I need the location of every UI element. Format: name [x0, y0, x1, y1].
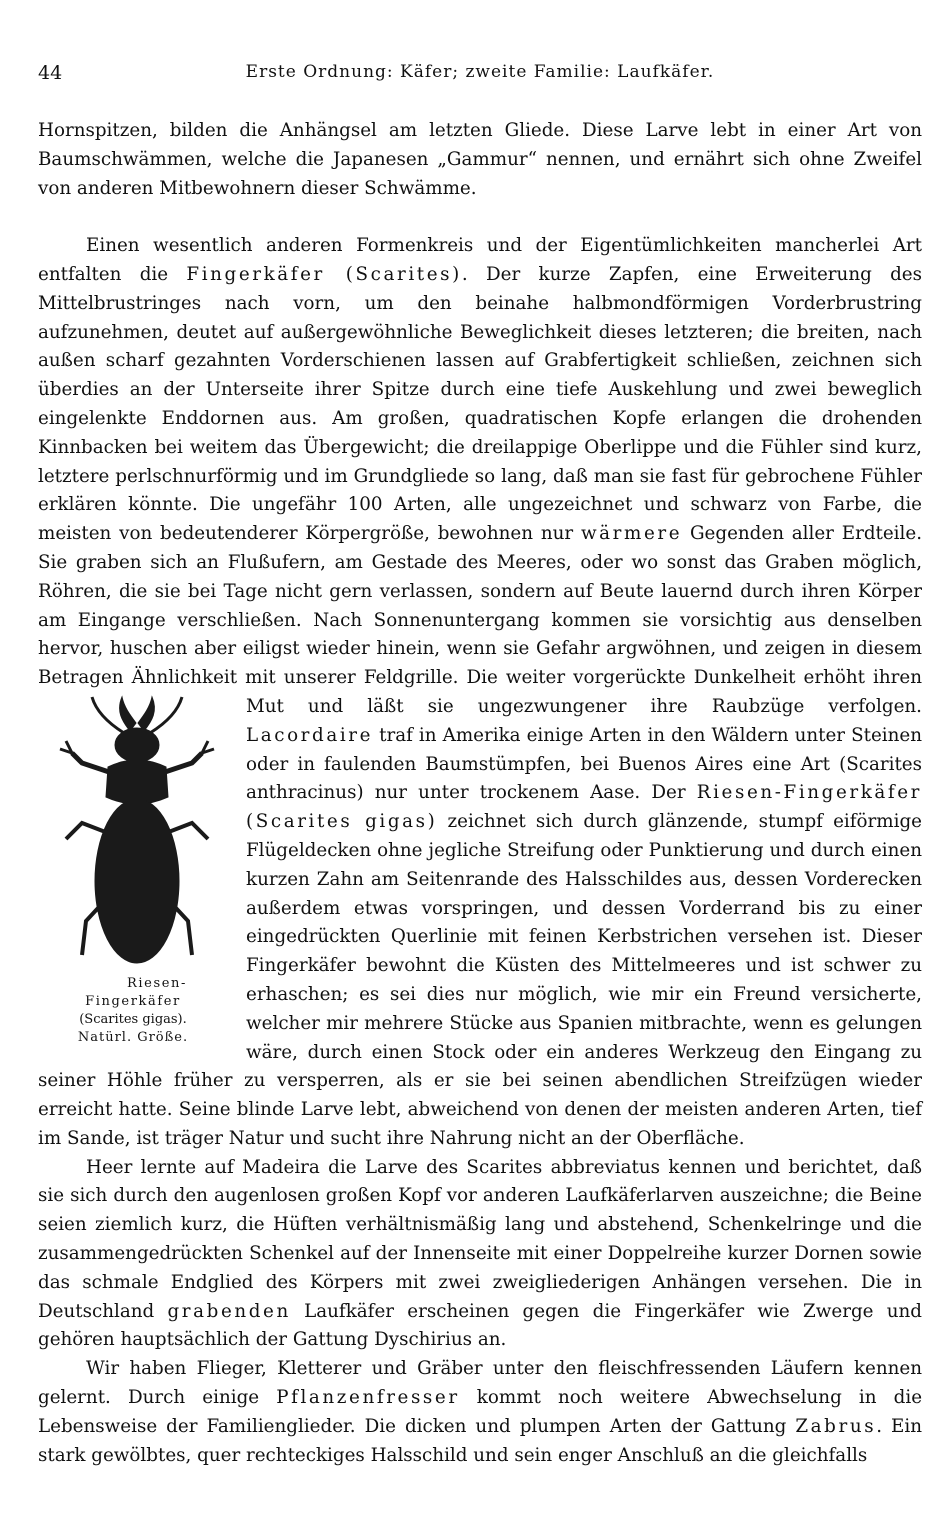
paragraph [38, 1355, 922, 1470]
emphasized-term: Lacordaire [246, 724, 374, 746]
text-run: Einen wesentlich anderen Formenkreis und der Eigentümlichkeiten mancherlei Art entfalten die [38, 235, 922, 285]
text-run: Wir haben Flieger, Kletterer und Gräber unter den fleischfressenden Läufern kennen gelernt. Durch einige [38, 1358, 922, 1409]
emphasized-term: Zabrus [795, 1415, 877, 1437]
running-title: Erste Ordnung: Käfer; zweite Familie: Laufkäfer. [245, 62, 715, 82]
scarites-gigas-illustration [52, 693, 220, 968]
text-run: Laufkäfer erscheinen gegen die Fingerkäfer wie Zwerge und gehören hauptsächlich der Gattung Dyschirius an. [38, 1300, 922, 1351]
emphasized-term: Riesen-Fingerkäfer (Scarites gigas) [246, 782, 922, 833]
text-run: traf in Amerika einige Arten in den Wäldern unter Steinen oder in faulenden Baumstümpfen, bei Buenos Aires eine Art (Scarites anthracinus) nur unter trockenem Aase. Der [246, 724, 922, 804]
text-run: Heer lernte auf Madeira die Larve des Scarites abbreviatus kennen und berichtet, daß sie sich durch den augenlosen großen Kopf vor anderen Laufkäferlarven auszeichne; die Beine seien ziemlich kurz, die Hüften verhältnismäßig lang und abstehend, Schenkelringe und die zusammengedrückten Schenkel auf der Innenseite mit einer Doppelreihe kurzer Dornen sowie das schmale Endglied des Körpers mit zwei zweigliederigen Anhängen versehen. Die in Deutschland [38, 1156, 922, 1322]
emphasized-term: Fingerkäfer (Scarites) [186, 263, 462, 285]
emphasized-term: grabenden [167, 1300, 291, 1322]
text-run: zeichnet sich durch glänzende, stumpf eiförmige Flügeldecken ohne jegliche Streifung oder Punktierung und durch einen kurzen Zahn am Seitenrande des Halsschildes aus, dessen Vorderecken außerdem etwas vorspringen, und dessen Vorderrand bis zu einer eingedrückten Querlinie mit feinen Kerbstrichen versehen ist. Dieser Fingerkäfer bewohnt die Küsten des Mittelmeeres und ist schwer zu erhaschen; es sei dies nur möglich, wie mir ein Freund versicherte, welcher mir mehrere Stücke aus Spanien mitbrachte, wenn es gelungen wäre, durch einen Stock oder ein anderes Werkzeug den Eingang zu seiner Höhle früher zu versperren, als er sie bei seinen abendlichen Streifzügen wieder erreicht hatte. Seine blinde Larve lebt, abweichend von denen der meisten anderen Arten, tief im Sande, ist träger Natur und sucht ihre Nahrung nicht an der Oberfläche. [38, 811, 922, 1149]
caption-size: Natürl. Größe. [77, 1029, 189, 1045]
text-run: . Der kurze Zapfen, eine Erweiterung des Mittelbrustringes nach vorn, um den beinahe halbmondförmigen Vorderbrustring aufzunehmen, deutet auf außergewöhnliche Beweglichkeit dieses letzteren; die breiten, nach außen scharf gezahnten Vorderschienen lassen auf Grabfertigkeit schließen, zeichnen sich überdies an der Unterseite ihrer Spitze durch eine tiefe Auskehlung und zwei beweglich eingelenkte Enddornen aus. Am großen, quadratischen Kopfe erlangen die drohenden Kinnbacken bei weitem das Übergewicht; die dreilappige Oberlippe und die Fühler sind kurz, letztere perlschnurförmig und im Grundgliede so lang, daß man sie fast für gebrochene Fühler erklären könnte. Die ungefähr 100 Arten, alle ungezeichnet und schwarz von Farbe, die meisten von bedeutenderer Körpergröße, bewohnen nur [38, 263, 923, 545]
paragraph: Hornspitzen, bilden die Anhängsel am letzten Gliede. Diese Larve lebt in einer Art von Baumschwämmen, welche die Japanesen „Gammur“ nennen, und ernährt sich ohne Zweifel von anderen Mitbewohnern dieser Schwämme. [38, 120, 922, 199]
emphasized-term: wärmere [580, 523, 683, 545]
figure-caption [38, 975, 228, 1047]
text-run: . Ein stark gewölbtes, quer rechteckiges Halsschild und sein enger Anschluß an die gleichfalls [38, 1415, 922, 1466]
paragraph [38, 1154, 922, 1356]
beetle-figure [38, 693, 234, 1048]
book-page [38, 56, 923, 1466]
caption-name: Riesen-Fingerkäfer [85, 975, 187, 1009]
text-run: kommt noch weitere Abwechselung in die Lebensweise der Familienglieder. Die dicken und plumpen Arten der Gattung [38, 1387, 923, 1437]
emphasized-term: Pflanzenfresser [276, 1387, 460, 1409]
caption-latin: (Scarites gigas). [79, 1011, 187, 1027]
body-text [38, 117, 922, 1470]
page-number: 44 [38, 62, 63, 84]
text-run: Gegenden aller Erdteile. Sie graben sich an Flußufern, am Gestade des Meeres, oder wo sonst das Graben möglich, Röhren, die sie bei Tage nicht gern verlassen, sondern auf Beute lauernd durch ihren Körper am Eingange verschließen. Nach Sonnenuntergang kommen sie vorsichtig aus denselben hervor, huschen aber eiligst wieder hinein, wenn sie Gefahr argwöhnen, und zeigen in diesem Betragen Ähnlichkeit mit unserer Feldgrille. Die weiter vorgerückte Dunkelheit erhöht ihren Mut und läßt sie ungezwungener ihre Raubzüge verfolgen. [38, 523, 923, 717]
paragraph [38, 232, 922, 1154]
page-header [38, 56, 922, 90]
